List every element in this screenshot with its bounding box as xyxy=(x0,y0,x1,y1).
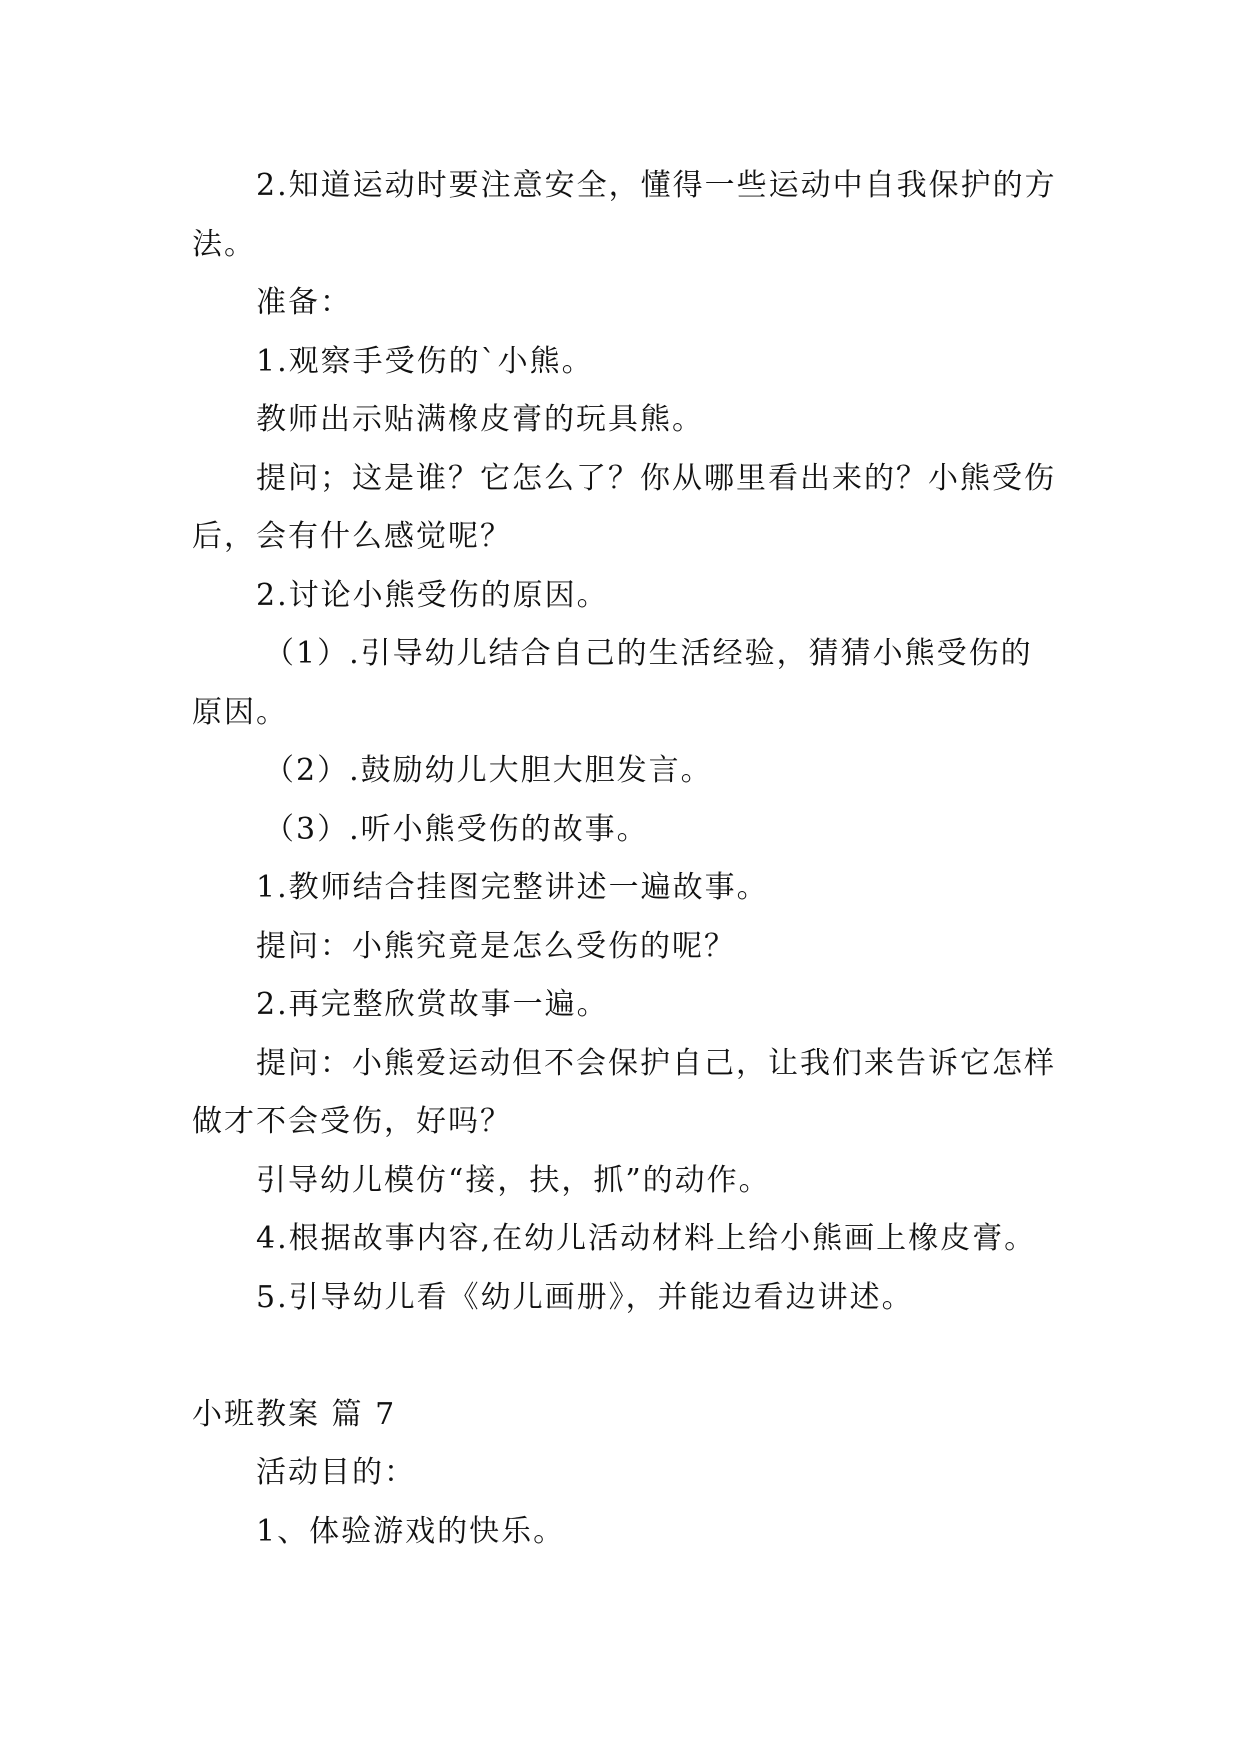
paragraph: 1.观察手受伤的`小熊。 xyxy=(256,343,594,379)
paragraph: 提问：小熊爱运动但不会保护自己，让我们来告诉它怎样做才不会受伤，好吗？ xyxy=(192,1045,1056,1139)
paragraph: 准备： xyxy=(256,285,352,320)
paragraph: （2）.鼓励幼儿大胆大胆发言。 xyxy=(264,753,713,788)
paragraph: （3）.听小熊受伤的故事。 xyxy=(264,811,649,847)
paragraph: 2.再完整欣赏故事一遍。 xyxy=(256,987,609,1022)
document-body xyxy=(192,157,1062,1561)
paragraph: 提问；这是谁？它怎么了？你从哪里看出来的？小熊受伤后，会有什么感觉呢？ xyxy=(192,460,1056,554)
paragraph: （1）.引导幼儿结合自己的生活经验，猜猜小熊受伤的原因。 xyxy=(192,636,1033,730)
paragraph: 2.知道运动时要注意安全，懂得一些运动中自我保护的方法。 xyxy=(192,168,1057,262)
paragraph: 引导幼儿模仿“接，扶，抓”的动作。 xyxy=(256,1162,771,1198)
paragraph: 教师出示贴满橡皮膏的玩具熊。 xyxy=(256,402,704,437)
paragraph: 1.教师结合挂图完整讲述一遍故事。 xyxy=(256,870,769,905)
paragraph: 提问：小熊究竟是怎么受伤的呢？ xyxy=(256,928,736,964)
paragraph: 活动目的： xyxy=(256,1455,416,1490)
paragraph: 4.根据故事内容,在幼儿活动材料上给小熊画上橡皮膏。 xyxy=(256,1221,1037,1256)
paragraph: 1、体验游戏的快乐。 xyxy=(256,1513,566,1549)
section-gap xyxy=(192,1327,1062,1386)
paragraph: 2.讨论小熊受伤的原因。 xyxy=(256,577,609,613)
paragraph: 5.引导幼儿看《幼儿画册》，并能边看边讲述。 xyxy=(256,1279,914,1315)
section-title: 小班教案 篇 7 xyxy=(192,1396,397,1432)
